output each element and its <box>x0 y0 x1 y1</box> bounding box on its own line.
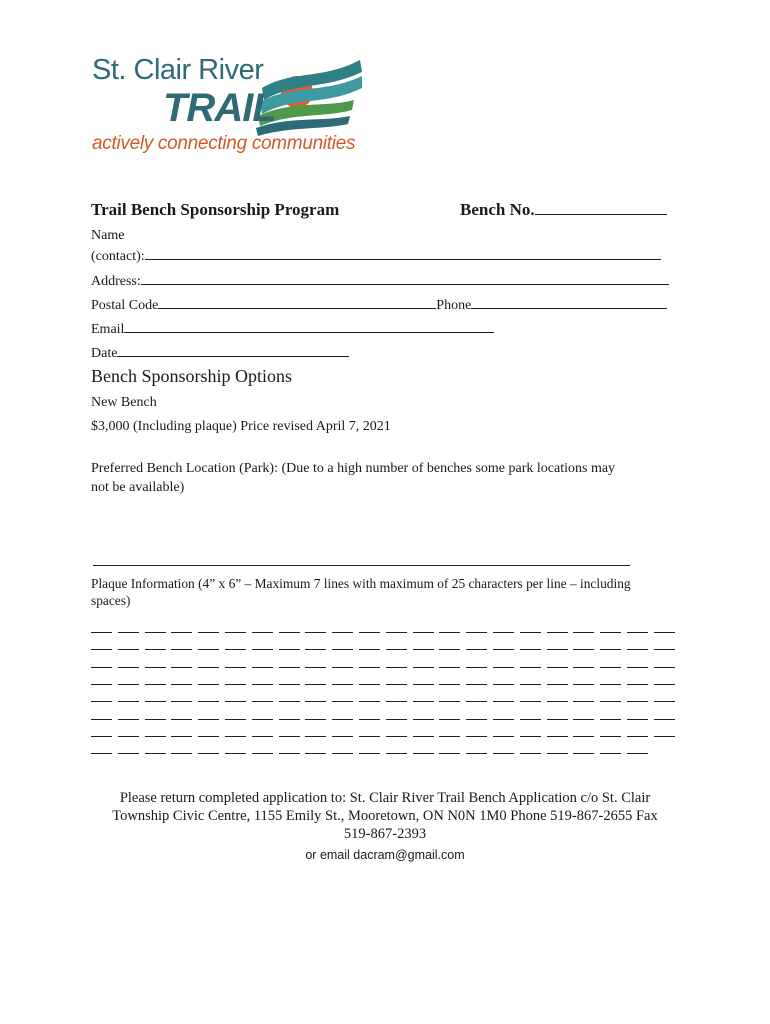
plaque-char-line[interactable] <box>654 707 675 720</box>
plaque-char-line[interactable] <box>279 707 300 720</box>
plaque-char-line[interactable] <box>547 637 568 650</box>
plaque-char-line[interactable] <box>91 637 112 650</box>
plaque-char-line[interactable] <box>547 689 568 702</box>
plaque-char-line[interactable] <box>439 724 460 737</box>
plaque-char-line[interactable] <box>118 620 139 633</box>
plaque-char-line[interactable] <box>466 741 487 754</box>
price-text: $3,000 (Including plaque) Price revised April 7, 2021 <box>91 419 391 434</box>
name-label-contact: (contact): <box>91 249 145 264</box>
plaque-char-line[interactable] <box>573 707 594 720</box>
address-line[interactable] <box>141 271 669 285</box>
plaque-char-line[interactable] <box>171 741 192 754</box>
plaque-char-line[interactable] <box>466 655 487 668</box>
plaque-char-line[interactable] <box>413 672 434 685</box>
logo-trail: TRAIL <box>163 86 276 130</box>
plaque-char-line[interactable] <box>198 741 219 754</box>
plaque-char-line[interactable] <box>520 655 541 668</box>
date-line[interactable] <box>117 343 349 357</box>
plaque-char-line[interactable] <box>627 655 648 668</box>
name-line[interactable] <box>145 246 661 260</box>
plaque-char-line[interactable] <box>145 689 166 702</box>
plaque-char-line[interactable] <box>493 620 514 633</box>
plaque-char-line[interactable] <box>332 707 353 720</box>
location-text-1: Preferred Bench Location (Park): (Due to a high number of benches some park locations may <box>91 461 616 476</box>
plaque-char-line[interactable] <box>386 741 407 754</box>
form-title: Trail Bench Sponsorship Program <box>91 200 340 219</box>
plaque-char-line[interactable] <box>145 707 166 720</box>
plaque-char-line[interactable] <box>145 655 166 668</box>
plaque-char-line[interactable] <box>359 637 380 650</box>
plaque-char-line[interactable] <box>627 637 648 650</box>
plaque-char-line[interactable] <box>413 637 434 650</box>
plaque-char-line[interactable] <box>547 672 568 685</box>
plaque-char-line[interactable] <box>118 707 139 720</box>
plaque-char-line[interactable] <box>171 672 192 685</box>
plaque-char-line[interactable] <box>198 689 219 702</box>
plaque-char-line[interactable] <box>413 620 434 633</box>
address-field[interactable] <box>91 271 669 290</box>
plaque-char-line[interactable] <box>225 724 246 737</box>
plaque-char-line[interactable] <box>654 655 675 668</box>
date-field[interactable] <box>91 343 349 362</box>
logo-tagline: actively connecting communities <box>92 133 356 154</box>
plaque-char-line[interactable] <box>466 724 487 737</box>
return-line-3: 519-867-2393 <box>343 826 427 842</box>
plaque-char-line[interactable] <box>627 741 648 754</box>
plaque-row[interactable] <box>91 637 681 655</box>
plaque-char-line[interactable] <box>493 707 514 720</box>
plaque-char-line[interactable] <box>466 620 487 633</box>
plaque-char-line[interactable] <box>91 620 112 633</box>
plaque-char-line[interactable] <box>547 620 568 633</box>
plaque-char-line[interactable] <box>573 672 594 685</box>
plaque-char-line[interactable] <box>520 724 541 737</box>
plaque-char-line[interactable] <box>654 689 675 702</box>
plaque-char-line[interactable] <box>493 689 514 702</box>
bench-no-label: Bench No. <box>460 200 535 219</box>
plaque-char-line[interactable] <box>359 724 380 737</box>
phone-label: Phone <box>436 298 472 313</box>
postal-label: Postal Code <box>91 298 159 313</box>
plaque-char-line[interactable] <box>413 655 434 668</box>
plaque-char-line[interactable] <box>386 637 407 650</box>
plaque-char-line[interactable] <box>225 655 246 668</box>
plaque-char-line[interactable] <box>520 620 541 633</box>
plaque-char-line[interactable] <box>547 741 568 754</box>
plaque-char-line[interactable] <box>198 637 219 650</box>
plaque-char-line[interactable] <box>305 620 326 633</box>
plaque-char-line[interactable] <box>279 741 300 754</box>
bench-no-field[interactable] <box>460 200 667 220</box>
plaque-char-line[interactable] <box>118 689 139 702</box>
plaque-char-line[interactable] <box>547 655 568 668</box>
plaque-char-line[interactable] <box>493 655 514 668</box>
plaque-char-line[interactable] <box>145 724 166 737</box>
plaque-char-line[interactable] <box>305 707 326 720</box>
email-field[interactable] <box>91 319 494 338</box>
plaque-char-line[interactable] <box>493 672 514 685</box>
phone-line[interactable] <box>471 295 667 309</box>
plaque-char-line[interactable] <box>171 707 192 720</box>
plaque-char-line[interactable] <box>305 741 326 754</box>
location-answer-line[interactable] <box>93 565 630 566</box>
plaque-char-line[interactable] <box>279 724 300 737</box>
plaque-text-1: Plaque Information (4” x 6” – Maximum 7 lines with maximum of 25 characters per line – including <box>91 576 631 591</box>
plaque-char-line[interactable] <box>252 637 273 650</box>
plaque-char-line[interactable] <box>627 620 648 633</box>
plaque-char-line[interactable] <box>386 689 407 702</box>
plaque-char-line[interactable] <box>332 741 353 754</box>
plaque-char-line[interactable] <box>118 637 139 650</box>
email-line[interactable] <box>124 319 494 333</box>
plaque-char-line[interactable] <box>91 707 112 720</box>
plaque-char-line[interactable] <box>359 689 380 702</box>
plaque-char-line[interactable] <box>654 637 675 650</box>
plaque-char-line[interactable] <box>118 741 139 754</box>
plaque-char-line[interactable] <box>520 707 541 720</box>
plaque-char-line[interactable] <box>600 672 621 685</box>
plaque-char-line[interactable] <box>118 724 139 737</box>
plaque-char-line[interactable] <box>198 672 219 685</box>
plaque-char-line[interactable] <box>466 672 487 685</box>
plaque-char-line[interactable] <box>359 741 380 754</box>
plaque-char-line[interactable] <box>252 689 273 702</box>
plaque-char-line[interactable] <box>332 655 353 668</box>
new-bench-label: New Bench <box>91 395 157 410</box>
plaque-char-line[interactable] <box>547 724 568 737</box>
plaque-char-line[interactable] <box>252 707 273 720</box>
plaque-char-line[interactable] <box>600 689 621 702</box>
plaque-char-line[interactable] <box>466 637 487 650</box>
options-heading: Bench Sponsorship Options <box>91 366 293 386</box>
return-line-2: Township Civic Centre, 1155 Emily St., Mooretown, ON N0N 1M0 Phone 519-867-2655 Fax <box>112 808 658 824</box>
plaque-char-line[interactable] <box>520 689 541 702</box>
plaque-char-line[interactable] <box>305 689 326 702</box>
plaque-char-line[interactable] <box>91 741 112 754</box>
location-text-2: not be available) <box>91 480 185 495</box>
plaque-char-line[interactable] <box>279 637 300 650</box>
plaque-char-line[interactable] <box>279 672 300 685</box>
plaque-row[interactable] <box>91 741 654 759</box>
plaque-char-line[interactable] <box>466 689 487 702</box>
plaque-char-line[interactable] <box>386 655 407 668</box>
plaque-char-line[interactable] <box>439 707 460 720</box>
plaque-char-line[interactable] <box>145 620 166 633</box>
plaque-char-line[interactable] <box>359 672 380 685</box>
plaque-char-line[interactable] <box>547 707 568 720</box>
plaque-char-line[interactable] <box>279 620 300 633</box>
plaque-char-line[interactable] <box>198 655 219 668</box>
plaque-char-line[interactable] <box>654 672 675 685</box>
plaque-char-line[interactable] <box>386 620 407 633</box>
plaque-char-line[interactable] <box>171 655 192 668</box>
plaque-char-line[interactable] <box>171 724 192 737</box>
plaque-char-line[interactable] <box>520 741 541 754</box>
plaque-char-line[interactable] <box>359 707 380 720</box>
plaque-char-line[interactable] <box>118 655 139 668</box>
plaque-char-line[interactable] <box>171 620 192 633</box>
plaque-char-line[interactable] <box>573 655 594 668</box>
plaque-row[interactable] <box>91 724 681 742</box>
plaque-char-line[interactable] <box>359 620 380 633</box>
plaque-char-line[interactable] <box>332 672 353 685</box>
plaque-char-line[interactable] <box>252 655 273 668</box>
plaque-char-line[interactable] <box>573 741 594 754</box>
plaque-char-line[interactable] <box>520 637 541 650</box>
plaque-char-line[interactable] <box>91 689 112 702</box>
plaque-char-line[interactable] <box>627 707 648 720</box>
plaque-char-line[interactable] <box>413 741 434 754</box>
plaque-char-line[interactable] <box>279 655 300 668</box>
date-label: Date <box>91 346 118 361</box>
plaque-char-line[interactable] <box>332 637 353 650</box>
plaque-char-line[interactable] <box>145 637 166 650</box>
plaque-row[interactable] <box>91 689 681 707</box>
plaque-char-line[interactable] <box>439 637 460 650</box>
plaque-char-line[interactable] <box>466 707 487 720</box>
plaque-char-line[interactable] <box>252 741 273 754</box>
plaque-char-line[interactable] <box>225 620 246 633</box>
plaque-char-line[interactable] <box>171 637 192 650</box>
contact-email: or email dacram@gmail.com <box>305 848 465 862</box>
plaque-char-line[interactable] <box>225 707 246 720</box>
plaque-char-line[interactable] <box>145 741 166 754</box>
plaque-char-line[interactable] <box>600 741 621 754</box>
plaque-char-line[interactable] <box>145 672 166 685</box>
plaque-char-line[interactable] <box>627 672 648 685</box>
plaque-char-line[interactable] <box>198 707 219 720</box>
plaque-char-line[interactable] <box>439 672 460 685</box>
name-label: Name <box>91 228 125 243</box>
plaque-char-line[interactable] <box>627 724 648 737</box>
email-label: Email <box>91 322 125 337</box>
plaque-char-line[interactable] <box>654 724 675 737</box>
plaque-char-line[interactable] <box>198 724 219 737</box>
plaque-char-line[interactable] <box>413 724 434 737</box>
plaque-char-line[interactable] <box>225 689 246 702</box>
plaque-char-line[interactable] <box>600 724 621 737</box>
plaque-char-line[interactable] <box>573 637 594 650</box>
return-line-1: Please return completed application to: St. Clair River Trail Bench Application c/o St. Clair <box>119 790 651 806</box>
plaque-row[interactable] <box>91 672 681 690</box>
plaque-char-line[interactable] <box>413 707 434 720</box>
plaque-char-line[interactable] <box>627 689 648 702</box>
plaque-char-line[interactable] <box>600 620 621 633</box>
plaque-char-line[interactable] <box>225 672 246 685</box>
plaque-char-line[interactable] <box>439 620 460 633</box>
plaque-char-line[interactable] <box>386 724 407 737</box>
plaque-row[interactable] <box>91 655 681 673</box>
plaque-char-line[interactable] <box>305 637 326 650</box>
plaque-row[interactable] <box>91 620 681 638</box>
plaque-char-line[interactable] <box>332 620 353 633</box>
plaque-char-line[interactable] <box>520 672 541 685</box>
plaque-char-line[interactable] <box>91 655 112 668</box>
plaque-char-line[interactable] <box>600 637 621 650</box>
plaque-char-line[interactable] <box>573 724 594 737</box>
postal-field[interactable] <box>91 295 667 314</box>
name-field[interactable] <box>91 246 661 265</box>
plaque-char-line[interactable] <box>600 707 621 720</box>
plaque-row[interactable] <box>91 707 681 725</box>
plaque-char-line[interactable] <box>305 724 326 737</box>
bench-no-line[interactable] <box>535 201 667 215</box>
address-label: Address: <box>91 274 141 289</box>
plaque-text-2: spaces) <box>91 593 131 608</box>
postal-line[interactable] <box>158 295 436 309</box>
plaque-char-line[interactable] <box>279 689 300 702</box>
plaque-char-line[interactable] <box>600 655 621 668</box>
plaque-char-line[interactable] <box>225 637 246 650</box>
plaque-char-line[interactable] <box>573 620 594 633</box>
plaque-char-line[interactable] <box>439 741 460 754</box>
plaque-char-line[interactable] <box>305 655 326 668</box>
plaque-char-line[interactable] <box>654 620 675 633</box>
plaque-char-line[interactable] <box>573 689 594 702</box>
plaque-char-line[interactable] <box>91 724 112 737</box>
logo-title: St. Clair River <box>92 54 264 86</box>
plaque-char-line[interactable] <box>386 672 407 685</box>
plaque-char-line[interactable] <box>171 689 192 702</box>
plaque-char-line[interactable] <box>439 655 460 668</box>
plaque-char-line[interactable] <box>332 724 353 737</box>
plaque-char-line[interactable] <box>493 637 514 650</box>
plaque-char-line[interactable] <box>413 689 434 702</box>
plaque-char-line[interactable] <box>493 724 514 737</box>
plaque-char-line[interactable] <box>252 724 273 737</box>
plaque-char-line[interactable] <box>493 741 514 754</box>
plaque-char-line[interactable] <box>359 655 380 668</box>
plaque-char-line[interactable] <box>332 689 353 702</box>
plaque-char-line[interactable] <box>252 620 273 633</box>
plaque-char-line[interactable] <box>118 672 139 685</box>
plaque-char-line[interactable] <box>91 672 112 685</box>
plaque-char-line[interactable] <box>252 672 273 685</box>
plaque-char-line[interactable] <box>305 672 326 685</box>
plaque-char-line[interactable] <box>439 689 460 702</box>
plaque-char-line[interactable] <box>225 741 246 754</box>
plaque-char-line[interactable] <box>198 620 219 633</box>
plaque-char-line[interactable] <box>386 707 407 720</box>
